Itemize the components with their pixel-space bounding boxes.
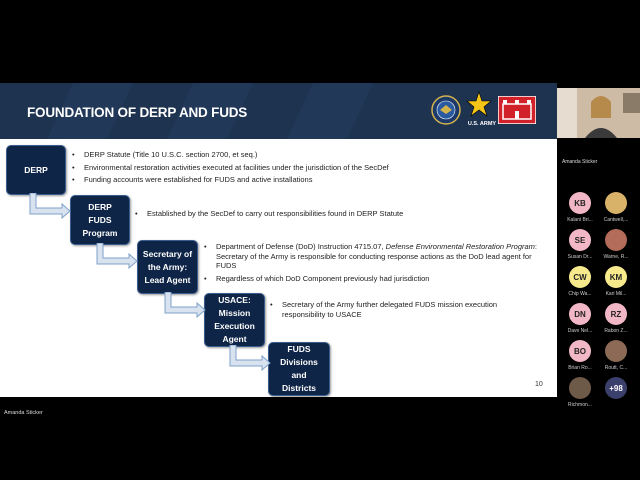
avatar: [605, 229, 627, 251]
participant-name: Richmon...: [568, 402, 592, 408]
participant-tile[interactable]: [598, 229, 634, 269]
avatar: KB: [569, 192, 591, 214]
derp-box: DERP: [6, 145, 66, 195]
list-item: • DERP Statute (Title 10 U.S.C. section 2700, et seq.): [72, 150, 412, 160]
list-item: • Environmental restoration activities executed at facilities under the jurisdiction of the SecDef: [72, 163, 412, 173]
participant-name: Brian Ro...: [568, 365, 592, 371]
participant-tile[interactable]: [598, 266, 634, 306]
derp-bullets: [72, 150, 412, 188]
usace-bullets: [270, 300, 525, 322]
participant-tile[interactable]: [562, 192, 598, 232]
secretary-army-box: Secretary of the Army: Lead Agent: [137, 240, 198, 294]
participant-name: Susan Dr...: [567, 254, 593, 260]
flow-arrow-icon: [228, 345, 272, 371]
fuds-divisions-box: FUDS Divisions and Districts: [268, 342, 330, 396]
list-item: • Funding accounts were established for FUDS and active installations: [72, 175, 412, 185]
flow-arrow-icon: [28, 193, 72, 219]
presentation-slide: [0, 83, 557, 397]
participant-name: Warne, R...: [603, 254, 629, 260]
avatar: [569, 377, 591, 399]
participant-tile[interactable]: [562, 229, 598, 269]
derp-fuds-program-box: DERP FUDS Program: [70, 195, 130, 245]
slide-title: FOUNDATION OF DERP AND FUDS: [27, 105, 248, 120]
flow-arrow-icon: [163, 292, 207, 318]
participant-tile[interactable]: [562, 340, 598, 380]
avatar: [605, 340, 627, 362]
speaker-name-label: Amanda Sticker: [562, 159, 598, 165]
participant-tile[interactable]: [598, 192, 634, 232]
participant-name: Cantwell,...: [603, 217, 629, 223]
slide-header: [0, 83, 557, 139]
participant-tile[interactable]: [562, 303, 598, 343]
speaker-thumbnail-icon: [557, 88, 640, 138]
participant-name: Rabon Z...: [604, 328, 628, 334]
usace-box: USACE: Mission Execution Agent: [204, 293, 265, 347]
participant-tile[interactable]: [562, 377, 598, 417]
avatar: RZ: [605, 303, 627, 325]
participant-tile[interactable]: [598, 340, 634, 380]
list-item: • Regardless of which DoD Component previously had jurisdiction: [204, 274, 549, 284]
list-item: • Established by the SecDef to carry out responsibilities found in DERP Statute: [135, 209, 465, 219]
participant-name: Kari Mil...: [605, 291, 627, 297]
list-item: • Department of Defense (DoD) Instruction 4715.07, Defense Environmental Restoration Program: Secretary of the Army is responsible for conducting response actions as the DoD lead agent for FUDS: [204, 242, 549, 271]
secretary-army-bullets: [204, 242, 549, 286]
participant-tile[interactable]: [598, 377, 634, 417]
participant-name: Routt, C...: [604, 365, 628, 371]
participant-tile[interactable]: [562, 266, 598, 306]
army-star-icon: [466, 91, 492, 117]
participant-tile[interactable]: [598, 303, 634, 343]
participant-name: Dave Nel...: [567, 328, 593, 334]
participant-name: Chip Wa...: [568, 291, 592, 297]
usace-castle-icon: [498, 96, 536, 124]
avatar: [605, 192, 627, 214]
dod-seal-icon: [431, 95, 461, 125]
avatar: BO: [569, 340, 591, 362]
presenter-name-label: Amanda Sticker: [4, 410, 43, 416]
avatar: DN: [569, 303, 591, 325]
flow-arrow-icon: [95, 243, 139, 269]
avatar: +98: [605, 377, 627, 399]
army-logo-text: U.S. ARMY: [467, 121, 497, 127]
avatar: KM: [605, 266, 627, 288]
avatar: SE: [569, 229, 591, 251]
page-number: 10: [535, 381, 543, 388]
fuds-bullets: [135, 209, 465, 222]
participant-name: Kalani Bri...: [567, 217, 593, 223]
list-item: • Secretary of the Army further delegated FUDS mission execution responsibility to USACE: [270, 300, 525, 319]
speaker-video-tile[interactable]: [557, 88, 640, 138]
avatar: CW: [569, 266, 591, 288]
